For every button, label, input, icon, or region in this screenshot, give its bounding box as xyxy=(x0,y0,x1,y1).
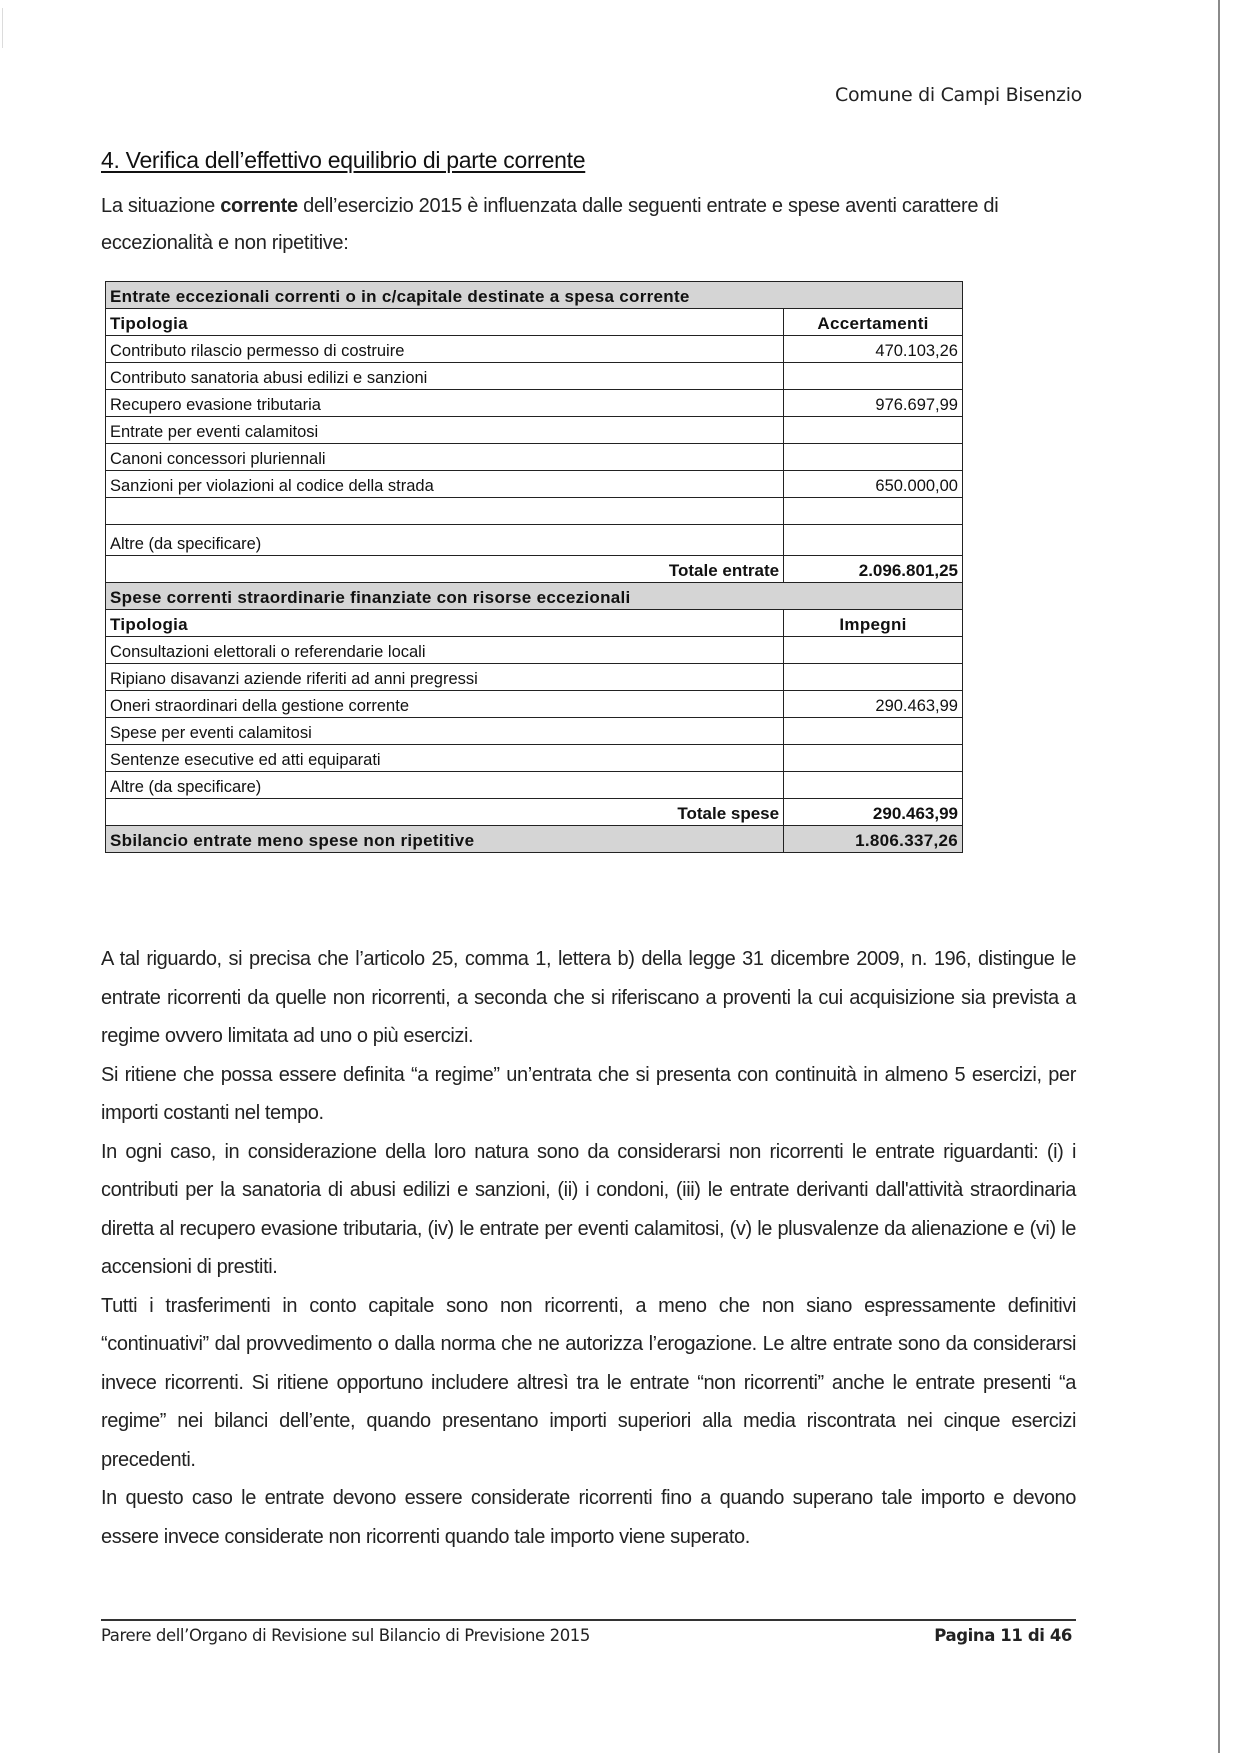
spese-section-header xyxy=(106,583,963,610)
row-amount: 650.000,00 xyxy=(784,471,963,498)
section-title: 4. Verifica dell’effettivo equilibrio di parte corrente xyxy=(101,147,586,173)
spese-total-amount: 290.463,99 xyxy=(784,799,963,826)
entrate-col-tipologia: Tipologia xyxy=(106,309,784,336)
spese-col-tipologia: Tipologia xyxy=(106,610,784,637)
balance-row xyxy=(106,826,963,853)
table-row xyxy=(106,772,963,799)
row-amount xyxy=(784,718,963,745)
footer-page-number: Pagina 11 di 46 xyxy=(934,1626,1072,1645)
table-row xyxy=(106,390,963,417)
table-row xyxy=(106,444,963,471)
table-row xyxy=(106,745,963,772)
equilibrium-table xyxy=(105,281,963,853)
row-amount xyxy=(784,444,963,471)
row-amount xyxy=(784,417,963,444)
row-amount xyxy=(784,664,963,691)
spese-total-row xyxy=(106,799,963,826)
spese-section-title: Spese correnti straordinarie finanziate con risorse eccezionali xyxy=(106,583,963,610)
paragraph: In ogni caso, in considerazione della loro natura sono da considerarsi non ricorrenti le entrate riguardanti: (i) i contributi per la sanatoria di abusi edilizi e sanzioni, (ii) i condoni, (iii) le entrate derivanti dall'attività straordinaria diretta al recupero evasione tributaria, (iv) le entrate per eventi calamitosi, (v) le plusvalenze da alienazione e (vi) le accensioni di prestiti. xyxy=(101,1140,1076,1278)
table-row xyxy=(106,691,963,718)
balance-label: Sbilancio entrate meno spese non ripetitive xyxy=(106,826,784,853)
intro-text-bold: corrente xyxy=(220,195,298,217)
footer-divider xyxy=(101,1619,1076,1621)
table-row xyxy=(106,336,963,363)
row-amount xyxy=(784,498,963,525)
row-label xyxy=(106,498,784,525)
paragraph: Tutti i trasferimenti in conto capitale sono non ricorrenti, a meno che non siano espressamente definitivi “continuativi” dal provvedimento o dalla norma che ne autorizza l’erogazione. Le altre entrate sono da considerarsi invece ricorrenti. Si ritiene opportuno includere altresì tra le entrate “non ricorrenti” anche le entrate presenti “a regime” nei bilanci dell’ente, quando presentano importi superiori alla media riscontrata nei cinque esercizi precedenti. xyxy=(101,1294,1076,1471)
entrate-total-row xyxy=(106,556,963,583)
scan-edge-line xyxy=(1218,0,1220,1753)
table-row xyxy=(106,664,963,691)
row-label: Entrate per eventi calamitosi xyxy=(106,417,784,444)
body-text xyxy=(101,940,1076,1556)
page-header-entity: Comune di Campi Bisenzio xyxy=(834,84,1082,106)
entrate-col-accertamenti: Accertamenti xyxy=(784,309,963,336)
footer-document-title: Parere dell’Organo di Revisione sul Bilancio di Previsione 2015 xyxy=(101,1626,591,1645)
table-row xyxy=(106,417,963,444)
row-amount xyxy=(784,363,963,390)
row-label: Ripiano disavanzi aziende riferiti ad anni pregressi xyxy=(106,664,784,691)
spese-total-label: Totale spese xyxy=(106,799,784,826)
entrate-section-header xyxy=(106,282,963,309)
row-label: Contributo rilascio permesso di costruire xyxy=(106,336,784,363)
row-amount: 290.463,99 xyxy=(784,691,963,718)
row-amount: 976.697,99 xyxy=(784,390,963,417)
row-label: Consultazioni elettorali o referendarie locali xyxy=(106,637,784,664)
row-label: Altre (da specificare) xyxy=(106,525,784,556)
paragraph: In questo caso le entrate devono essere considerate ricorrenti fino a quando superano tale importo e devono essere invece considerate non ricorrenti quando tale importo viene superato. xyxy=(101,1487,1076,1548)
row-amount xyxy=(784,772,963,799)
row-amount xyxy=(784,637,963,664)
table-row xyxy=(106,525,963,556)
row-amount xyxy=(784,745,963,772)
entrate-section-title: Entrate eccezionali correnti o in c/capitale destinate a spesa corrente xyxy=(106,282,963,309)
spese-column-headers xyxy=(106,610,963,637)
row-amount: 470.103,26 xyxy=(784,336,963,363)
intro-paragraph xyxy=(101,188,1081,262)
table-row xyxy=(106,363,963,390)
row-label: Spese per eventi calamitosi xyxy=(106,718,784,745)
entrate-total-label: Totale entrate xyxy=(106,556,784,583)
intro-text-start: La situazione xyxy=(101,195,221,217)
table-row xyxy=(106,637,963,664)
scan-edge-mark xyxy=(2,8,3,48)
row-amount xyxy=(784,525,963,556)
row-label: Sentenze esecutive ed atti equiparati xyxy=(106,745,784,772)
table-row xyxy=(106,471,963,498)
row-label: Altre (da specificare) xyxy=(106,772,784,799)
paragraph: A tal riguardo, si precisa che l’articolo 25, comma 1, lettera b) della legge 31 dicembre 2009, n. 196, distingue le entrate ricorrenti da quelle non ricorrenti, a seconda che si riferiscano a proventi la cui acquisizione sia prevista a regime ovvero limitata ad uno o più esercizi. xyxy=(101,948,1076,1047)
entrate-total-amount: 2.096.801,25 xyxy=(784,556,963,583)
row-label: Recupero evasione tributaria xyxy=(106,390,784,417)
spese-col-impegni: Impegni xyxy=(784,610,963,637)
row-label: Oneri straordinari della gestione corrente xyxy=(106,691,784,718)
row-label: Contributo sanatoria abusi edilizi e sanzioni xyxy=(106,363,784,390)
table-row-empty xyxy=(106,498,963,525)
table-row xyxy=(106,718,963,745)
row-label: Sanzioni per violazioni al codice della strada xyxy=(106,471,784,498)
paragraph: Si ritiene che possa essere definita “a regime” un’entrata che si presenta con continuità in almeno 5 esercizi, per importi costanti nel tempo. xyxy=(101,1063,1076,1124)
balance-amount: 1.806.337,26 xyxy=(784,826,963,853)
entrate-column-headers xyxy=(106,309,963,336)
intro-text-end: dell’esercizio 2015 è influenzata dalle seguenti entrate e spese aventi carattere di eccezionalità e non ripetitive: xyxy=(101,195,999,254)
row-label: Canoni concessori pluriennali xyxy=(106,444,784,471)
